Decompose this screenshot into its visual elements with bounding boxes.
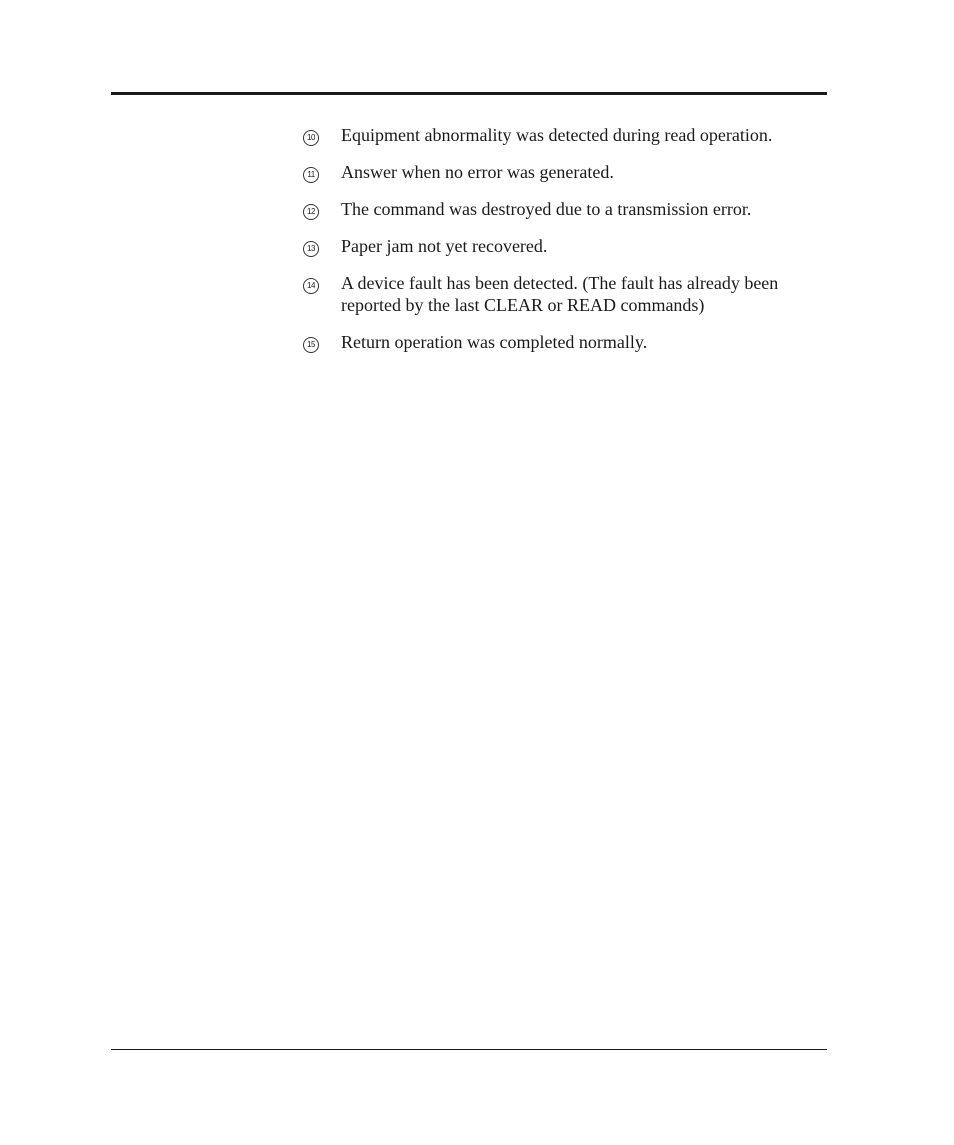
item-description: A device fault has been detected. (The fault has already been reported by the last CLEAR or READ commands): [341, 273, 779, 315]
footer-rule: [111, 1049, 827, 1050]
list-item: [303, 124, 823, 146]
list-item: [303, 198, 823, 220]
circled-number-11: 11: [303, 167, 319, 183]
circled-number-14: 14: [303, 278, 319, 294]
list-item: [303, 235, 823, 257]
item-description: Return operation was completed normally.: [341, 332, 648, 352]
list-item: [303, 331, 823, 353]
item-description: Answer when no error was generated.: [341, 162, 614, 182]
item-description: Equipment abnormality was detected during read operation.: [341, 125, 773, 145]
list-item: [303, 161, 823, 183]
circled-number-12: 12: [303, 204, 319, 220]
item-description: The command was destroyed due to a transmission error.: [341, 199, 752, 219]
circled-number-10: 10: [303, 130, 319, 146]
circled-number-13: 13: [303, 241, 319, 257]
circled-number-15: 15: [303, 337, 319, 353]
status-code-list: [303, 124, 823, 368]
header-rule: [111, 92, 827, 95]
list-item: [303, 272, 823, 316]
item-description: Paper jam not yet recovered.: [341, 236, 548, 256]
